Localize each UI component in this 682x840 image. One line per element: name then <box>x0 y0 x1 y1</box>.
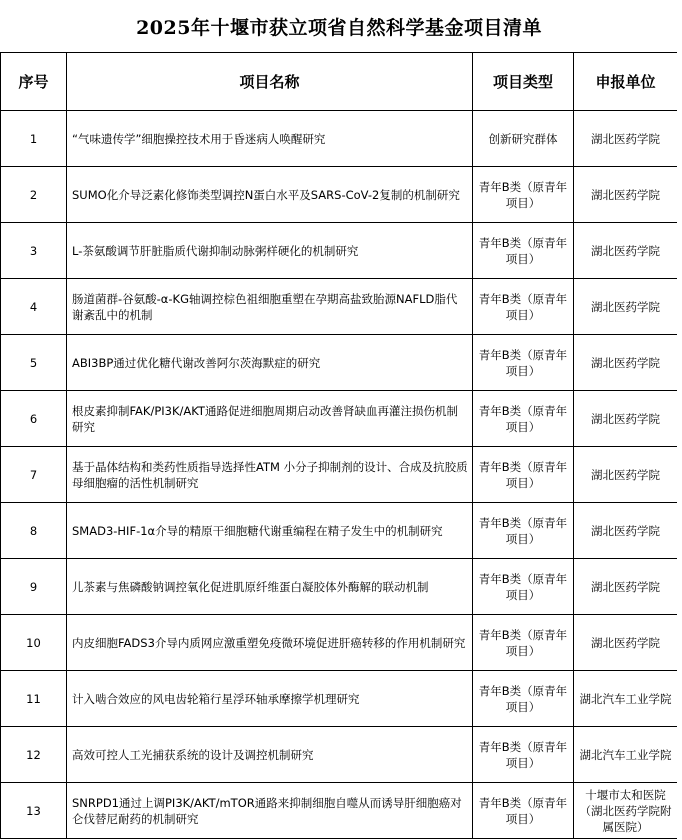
project-name-cell: SNRPD1通过上调PI3K/AKT/mTOR通路来抑制细胞自噬从而诱导肝细胞癌对仑伐替尼耐药的机制研究 <box>67 783 473 839</box>
project-type-cell: 青年B类（原青年项目） <box>473 335 574 391</box>
table-row <box>1 111 678 167</box>
applicant-unit-cell: 湖北医药学院 <box>574 615 678 671</box>
table-row <box>1 391 678 447</box>
serial-number-cell: 11 <box>1 671 67 727</box>
project-type-cell: 青年B类（原青年项目） <box>473 223 574 279</box>
serial-number-cell: 6 <box>1 391 67 447</box>
applicant-unit-cell: 湖北医药学院 <box>574 559 678 615</box>
table-row <box>1 615 678 671</box>
applicant-unit-cell: 湖北医药学院 <box>574 223 678 279</box>
project-type-cell: 青年B类（原青年项目） <box>473 783 574 839</box>
serial-number-cell: 3 <box>1 223 67 279</box>
table-row <box>1 447 678 503</box>
serial-number-cell: 4 <box>1 279 67 335</box>
project-rows <box>1 111 678 839</box>
serial-number-cell: 1 <box>1 111 67 167</box>
header-project-type: 项目类型 <box>473 53 574 111</box>
project-type-cell: 青年B类（原青年项目） <box>473 167 574 223</box>
applicant-unit-cell: 湖北医药学院 <box>574 447 678 503</box>
project-type-cell: 青年B类（原青年项目） <box>473 615 574 671</box>
table-row <box>1 503 678 559</box>
project-name-cell: L-茶氨酸调节肝脏脂质代谢抑制动脉粥样硬化的机制研究 <box>67 223 473 279</box>
applicant-unit-cell: 湖北汽车工业学院 <box>574 727 678 783</box>
applicant-unit-cell: 湖北医药学院 <box>574 503 678 559</box>
project-name-cell: ABI3BP通过优化糖代谢改善阿尔茨海默症的研究 <box>67 335 473 391</box>
serial-number-cell: 5 <box>1 335 67 391</box>
project-name-cell: 计入啮合效应的风电齿轮箱行星浮环轴承摩擦学机理研究 <box>67 671 473 727</box>
serial-number-cell: 10 <box>1 615 67 671</box>
header-project-name: 项目名称 <box>67 53 473 111</box>
serial-number-cell: 8 <box>1 503 67 559</box>
project-name-cell: 内皮细胞FADS3介导内质网应激重塑免疫微环境促进肝癌转移的作用机制研究 <box>67 615 473 671</box>
serial-number-cell: 7 <box>1 447 67 503</box>
document-title: 2025年十堰市获立项省自然科学基金项目清单 <box>1 0 678 53</box>
applicant-unit-cell: 湖北汽车工业学院 <box>574 671 678 727</box>
project-type-cell: 创新研究群体 <box>473 111 574 167</box>
applicant-unit-cell: 湖北医药学院 <box>574 167 678 223</box>
project-name-cell: SUMO化介导泛素化修饰类型调控N蛋白水平及SARS-CoV-2复制的机制研究 <box>67 167 473 223</box>
project-name-cell: 儿茶素与焦磷酸钠调控氧化促进肌原纤维蛋白凝胶体外酶解的联动机制 <box>67 559 473 615</box>
header-applicant-unit: 申报单位 <box>574 53 678 111</box>
serial-number-cell: 13 <box>1 783 67 839</box>
project-name-cell: “气味遗传学”细胞操控技术用于昏迷病人唤醒研究 <box>67 111 473 167</box>
applicant-unit-cell: 湖北医药学院 <box>574 111 678 167</box>
project-name-cell: 肠道菌群-谷氨酸-α-KG轴调控棕色祖细胞重塑在孕期高盐致胎源NAFLD脂代谢紊乱中的机制 <box>67 279 473 335</box>
serial-number-cell: 9 <box>1 559 67 615</box>
applicant-unit-cell: 十堰市太和医院（湖北医药学院附属医院） <box>574 783 678 839</box>
project-name-cell: 根皮素抑制FAK/PI3K/AKT通路促进细胞周期启动改善肾缺血再灌注损伤机制研究 <box>67 391 473 447</box>
table-row <box>1 335 678 391</box>
project-type-cell: 青年B类（原青年项目） <box>473 279 574 335</box>
serial-number-cell: 12 <box>1 727 67 783</box>
table-row <box>1 279 678 335</box>
project-name-cell: 基于晶体结构和类药性质指导选择性ATM 小分子抑制剂的设计、合成及抗胶质母细胞瘤的活性机制研究 <box>67 447 473 503</box>
project-type-cell: 青年B类（原青年项目） <box>473 391 574 447</box>
applicant-unit-cell: 湖北医药学院 <box>574 335 678 391</box>
serial-number-cell: 2 <box>1 167 67 223</box>
project-name-cell: 高效可控人工光捕获系统的设计及调控机制研究 <box>67 727 473 783</box>
applicant-unit-cell: 湖北医药学院 <box>574 391 678 447</box>
project-type-cell: 青年B类（原青年项目） <box>473 671 574 727</box>
header-serial-number: 序号 <box>1 53 67 111</box>
applicant-unit-cell: 湖北医药学院 <box>574 279 678 335</box>
table-row <box>1 559 678 615</box>
project-type-cell: 青年B类（原青年项目） <box>473 727 574 783</box>
project-type-cell: 青年B类（原青年项目） <box>473 559 574 615</box>
table-row <box>1 727 678 783</box>
table-row <box>1 671 678 727</box>
table-row <box>1 167 678 223</box>
table-row <box>1 783 678 839</box>
project-name-cell: SMAD3-HIF-1α介导的精原干细胞糖代谢重编程在精子发生中的机制研究 <box>67 503 473 559</box>
table-row <box>1 223 678 279</box>
project-type-cell: 青年B类（原青年项目） <box>473 503 574 559</box>
header-row <box>1 53 678 111</box>
project-type-cell: 青年B类（原青年项目） <box>473 447 574 503</box>
